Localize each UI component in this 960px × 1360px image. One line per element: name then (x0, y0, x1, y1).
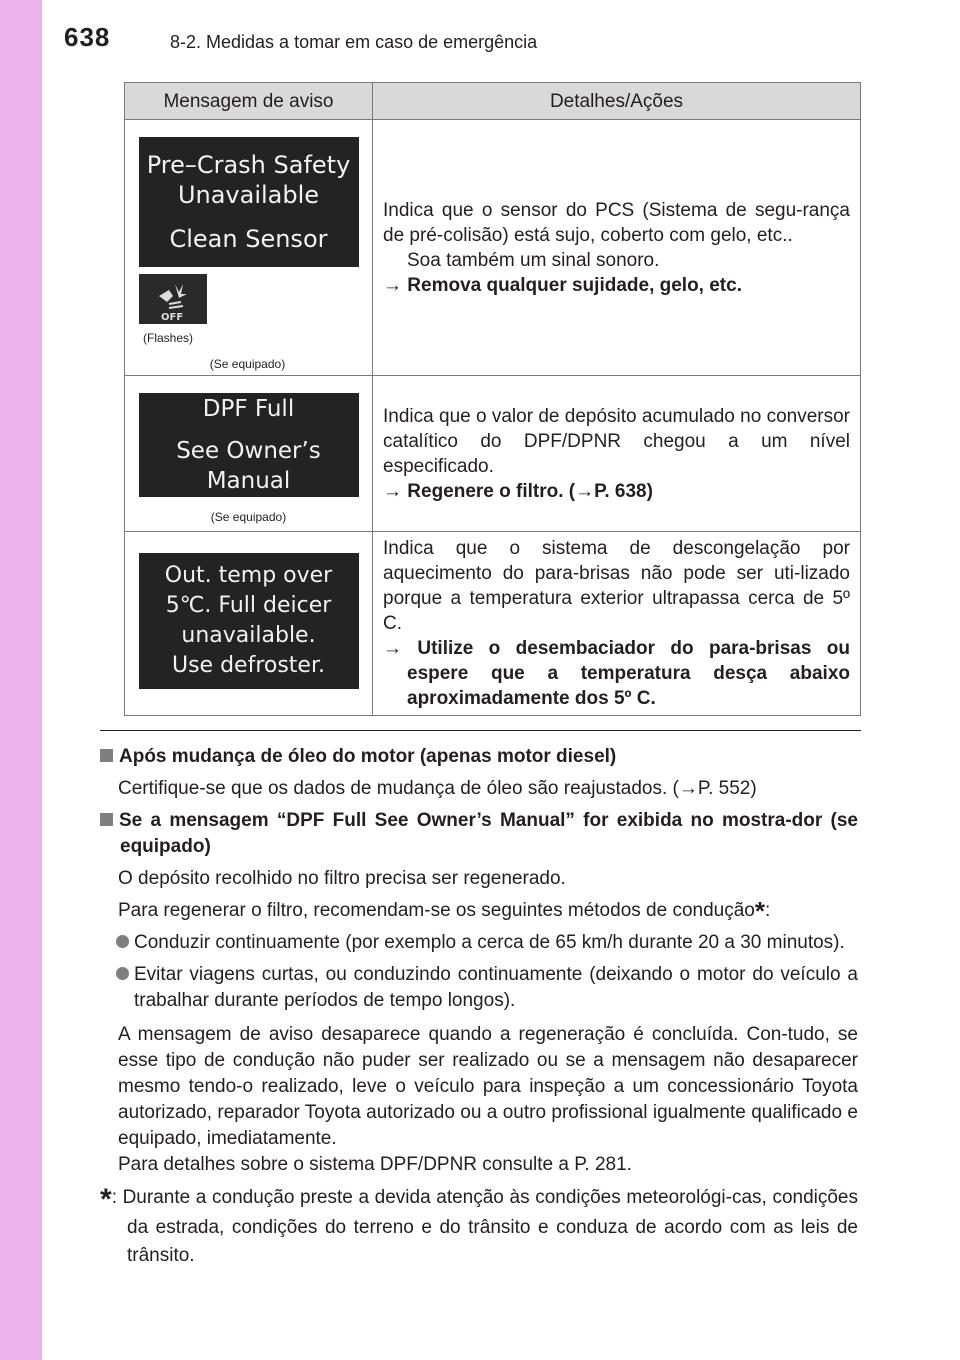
table-row (125, 532, 861, 716)
details-text: Indica que o valor de depósito acumulado no conversor catalítico do DPF/DPNR chegou a um nível especificado. (383, 405, 850, 477)
page-number: 638 (64, 22, 111, 52)
divider (100, 730, 861, 731)
display-line: DPF Full (202, 396, 295, 422)
details-text-2: Soa também um sinal sonoro. (407, 249, 660, 271)
paragraph: A mensagem de aviso desaparece quando a regeneração é concluída. Con-tudo, se esse tipo de condução não puder ser realizado ou se a mensagem não desaparecer mesmo tendo-o realizado, leve o veículo para inspeção a um concessionário Toyota autorizado, reparador Toyota autorizado ou a outro profissional igualmente qualificado e equipado, imediatamente. (118, 1024, 858, 1149)
section-title: 8-2. Medidas a tomar em caso de emergência (170, 32, 538, 52)
flashes-label: (Flashes) (143, 331, 194, 345)
pcs-warning-light-icon (139, 274, 207, 324)
details-cell (373, 376, 861, 532)
details-cell (373, 532, 861, 716)
chapter-tab (0, 0, 42, 1360)
action-text: → Remova qualquer sujidade, gelo, etc. (383, 274, 742, 296)
details-text: Indica que o sensor do PCS (Sistema de segu-rança de pré-colisão) está sujo, coberto com gelo, etc.. (383, 199, 850, 246)
asterisk-mark: * (754, 896, 765, 926)
note-heading: Após mudança de óleo do motor (apenas motor diesel) (100, 744, 858, 770)
display-line: unavailable. (181, 623, 316, 648)
display-line: Unavailable (177, 181, 320, 209)
column-header-details: Detalhes/Ações (373, 83, 861, 120)
display-line: Clean Sensor (169, 225, 328, 253)
equipped-label: (Se equipado) (210, 510, 287, 524)
footnote: *: Durante a condução preste a devida atenção às condições meteorológi-cas, condições da estrada, condições do terreno e do trânsito e conduza de acordo com as leis de trânsito. (100, 1183, 858, 1266)
icon-off-label: OFF (161, 312, 184, 323)
paragraph: Para regenerar o filtro, recomendam-se os seguintes métodos de condução*: (118, 896, 771, 926)
display-line: Use defroster. (171, 653, 325, 678)
pcs-display (139, 137, 359, 267)
details-text: Indica que o sistema de descongelação por aquecimento do para-brisas não pode ser uti-lizado porque a temperatura exterior ultrapassa cerca de 5º C. (383, 538, 850, 634)
details-cell (373, 120, 861, 376)
display-line: See Owner’s Manual (176, 438, 321, 494)
action-text: → Regenere o filtro. (→P. 638) (383, 480, 653, 502)
display-line: 5℃. Full deicer (165, 593, 332, 618)
circle-bullet-icon (116, 935, 129, 948)
asterisk-mark: * (100, 1183, 112, 1216)
message-cell (125, 532, 373, 716)
note-heading: Se a mensagem “DPF Full See Owner’s Manual” for exibida no mostra-dor (se equipado) (100, 808, 858, 860)
paragraph: O depósito recolhido no filtro precisa ser regenerado. (118, 868, 566, 889)
square-bullet-icon (100, 749, 113, 762)
display-line: Out. temp over (164, 563, 333, 588)
table-header-row (125, 83, 861, 120)
equipped-label: (Se equipado) (209, 357, 286, 371)
deicer-display (139, 553, 359, 689)
list-item: Conduzir continuamente (por exemplo a cerca de 65 km/h durante 20 a 30 minutos). (100, 930, 858, 956)
message-cell (125, 120, 373, 376)
warning-message-table (124, 82, 861, 716)
message-cell (125, 376, 373, 532)
table-row (125, 120, 861, 376)
list-item: Evitar viagens curtas, ou conduzindo continuamente (deixando o motor do veículo a trabalhar durante períodos de tempo longos). (100, 962, 858, 1014)
notes-section (100, 738, 858, 1270)
display-line: Pre–Crash Safety (146, 151, 351, 179)
column-header-message: Mensagem de aviso (125, 83, 373, 120)
paragraph: Certifique-se que os dados de mudança de óleo são reajustados. (→P. 552) (118, 778, 757, 799)
action-text: → Utilize o desembaciador do para-brisas ou espere que a temperatura desça abaixo aproximadamente dos 5º C. (383, 638, 850, 709)
table-row (125, 376, 861, 532)
circle-bullet-icon (116, 967, 129, 980)
paragraph: Para detalhes sobre o sistema DPF/DPNR consulte a P. 281. (118, 1154, 632, 1175)
dpf-display (139, 393, 359, 497)
square-bullet-icon (100, 813, 113, 826)
